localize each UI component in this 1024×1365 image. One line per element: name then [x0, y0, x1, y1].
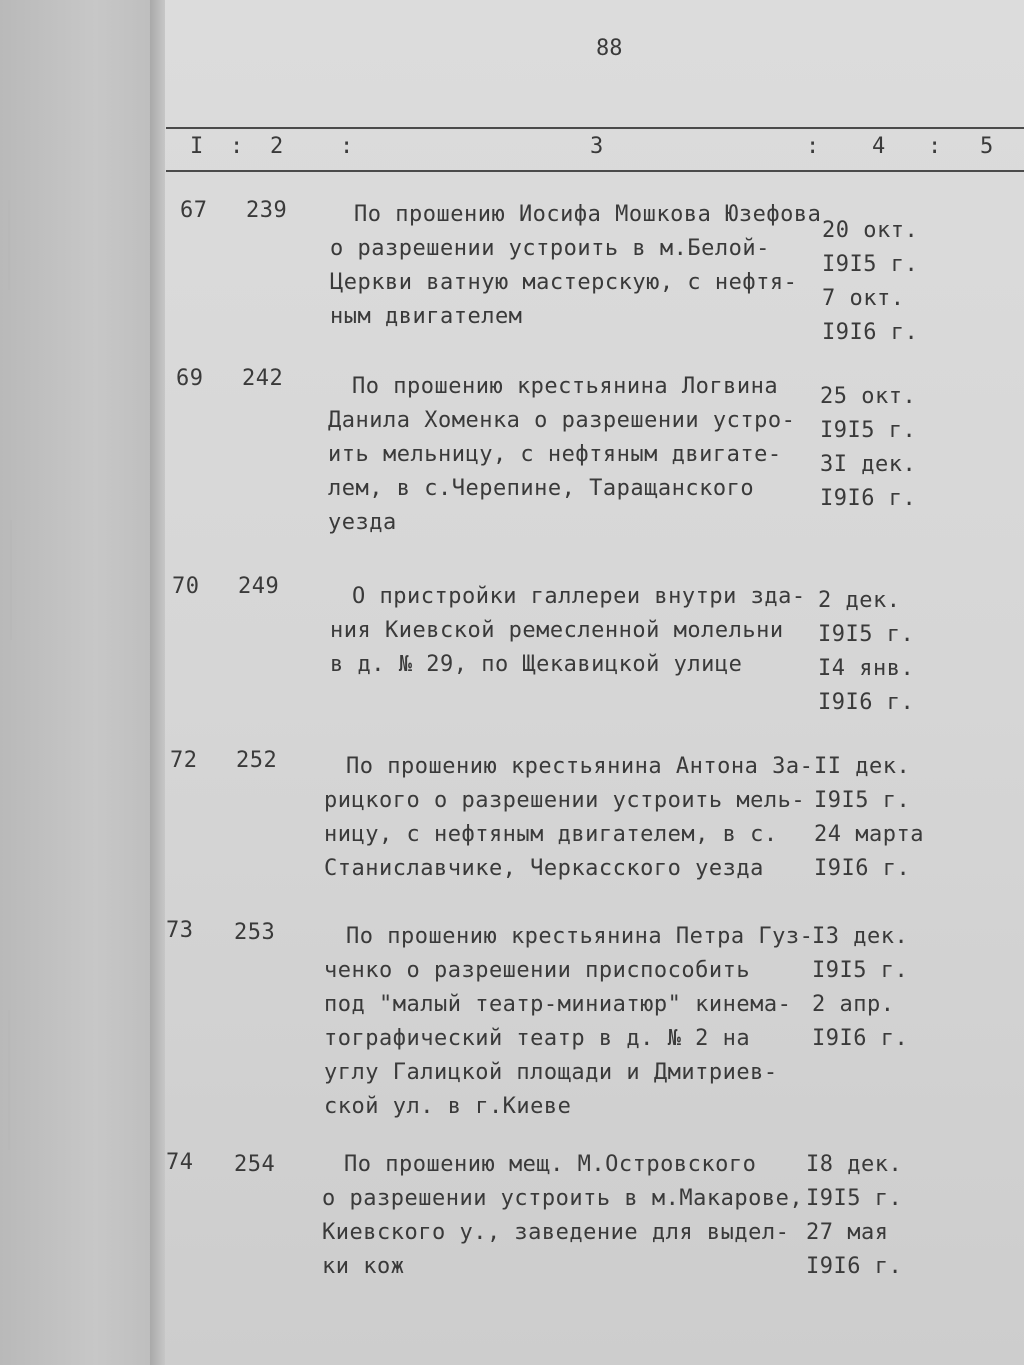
description-line: ницу, с нефтяным двигателем, в с.: [324, 822, 778, 847]
row-description: [328, 370, 795, 540]
date-line: I9I5 г.: [818, 622, 915, 647]
description-line: ки кож: [322, 1254, 405, 1279]
column-header-4: 4: [872, 134, 886, 159]
description-line: ния Киевской ремесленной молельни: [330, 618, 784, 643]
case-number: 249: [238, 574, 280, 599]
date-line: I9I5 г.: [822, 252, 919, 277]
description-line: о разрешении устроить в м.Макарове,: [322, 1186, 804, 1211]
case-number: 254: [234, 1152, 276, 1177]
description-line: Станиславчике, Черкасского уезда: [324, 856, 764, 881]
row-description: [330, 198, 821, 334]
description-line: ным двигателем: [330, 304, 523, 329]
date-line: I9I6 г.: [822, 320, 919, 345]
description-line: ченко о разрешении приспособить: [324, 958, 751, 983]
date-line: 7 окт.: [822, 286, 905, 311]
date-line: I9I5 г.: [812, 958, 909, 983]
description-line: в д. № 29, по Щекавицкой улице: [330, 652, 743, 677]
description-line: Церкви ватную мастерскую, с нефтя-: [330, 270, 798, 295]
date-line: I9I5 г.: [820, 418, 917, 443]
row-description: [324, 920, 813, 1124]
column-header-1: I: [190, 134, 204, 159]
date-line: I8 дек.: [806, 1152, 903, 1177]
column-separator: :: [340, 134, 354, 159]
row-description: [322, 1148, 803, 1284]
description-line: о разрешении устроить в м.Белой-: [330, 236, 770, 261]
row-number: 69: [176, 366, 204, 391]
case-number: 239: [246, 198, 288, 223]
row-dates: [812, 920, 908, 1056]
column-separator: :: [806, 134, 820, 159]
description-line: О пристройки галлереи внутри зда-: [352, 584, 806, 609]
column-header-3: 3: [590, 134, 604, 159]
row-number: 74: [166, 1150, 194, 1175]
date-line: 25 окт.: [820, 384, 917, 409]
column-header-5: 5: [980, 134, 994, 159]
row-number: 72: [170, 748, 198, 773]
row-number: 70: [172, 574, 200, 599]
date-line: I9I6 г.: [812, 1026, 909, 1051]
date-line: 2 апр.: [812, 992, 895, 1017]
bleed-through-mark: [10, 520, 38, 640]
date-line: 2 дек.: [818, 588, 901, 613]
row-description: [330, 580, 806, 682]
page-number: 88: [596, 36, 623, 61]
row-dates: [814, 750, 924, 886]
bleed-through-mark: [8, 1010, 38, 1150]
row-description: [324, 750, 813, 886]
bleed-through-mark: [8, 200, 40, 290]
case-number: 253: [234, 920, 276, 945]
case-number: 242: [242, 366, 284, 391]
date-line: I4 янв.: [818, 656, 915, 681]
row-number: 73: [166, 918, 194, 943]
column-separator: :: [230, 134, 244, 159]
description-line: тографический театр в д. № 2 на: [324, 1026, 751, 1051]
row-dates: [806, 1148, 902, 1284]
description-line: уезда: [328, 510, 397, 535]
header-top-rule: [166, 127, 1024, 129]
date-line: 24 марта: [814, 822, 924, 847]
column-header-2: 2: [270, 134, 284, 159]
description-line: По прошению крестьянина Антона За-: [346, 754, 814, 779]
description-line: По прошению Иосифа Мошкова Юзефова: [354, 202, 822, 227]
description-line: ской ул. в г.Киеве: [324, 1094, 572, 1119]
description-line: лем, в с.Черепине, Таращанского: [328, 476, 755, 501]
row-dates: [822, 214, 918, 350]
date-line: I3 дек.: [812, 924, 909, 949]
date-line: I9I6 г.: [806, 1254, 903, 1279]
row-dates: [818, 584, 914, 720]
case-number: 252: [236, 748, 278, 773]
date-line: II дек.: [814, 754, 911, 779]
description-line: По прошению крестьянина Логвина: [352, 374, 779, 399]
date-line: I9I5 г.: [814, 788, 911, 813]
description-line: По прошению крестьянина Петра Гуз-: [346, 924, 814, 949]
description-line: углу Галицкой площади и Дмитриев-: [324, 1060, 778, 1085]
description-line: Данила Хоменка о разрешении устро-: [328, 408, 796, 433]
date-line: 27 мая: [806, 1220, 889, 1245]
date-line: 20 окт.: [822, 218, 919, 243]
description-line: под "малый театр-миниатюр" кинема-: [324, 992, 792, 1017]
description-line: рицкого о разрешении устроить мель-: [324, 788, 806, 813]
date-line: I9I6 г.: [820, 486, 917, 511]
description-line: ить мельницу, с нефтяным двигате-: [328, 442, 782, 467]
date-line: 3I дек.: [820, 452, 917, 477]
header-bottom-rule: [166, 170, 1024, 172]
date-line: I9I5 г.: [806, 1186, 903, 1211]
date-line: I9I6 г.: [814, 856, 911, 881]
column-separator: :: [928, 134, 942, 159]
description-line: По прошению мещ. М.Островского: [344, 1152, 757, 1177]
row-number: 67: [180, 198, 208, 223]
date-line: I9I6 г.: [818, 690, 915, 715]
description-line: Киевского у., заведение для выдел-: [322, 1220, 790, 1245]
row-dates: [820, 380, 916, 516]
